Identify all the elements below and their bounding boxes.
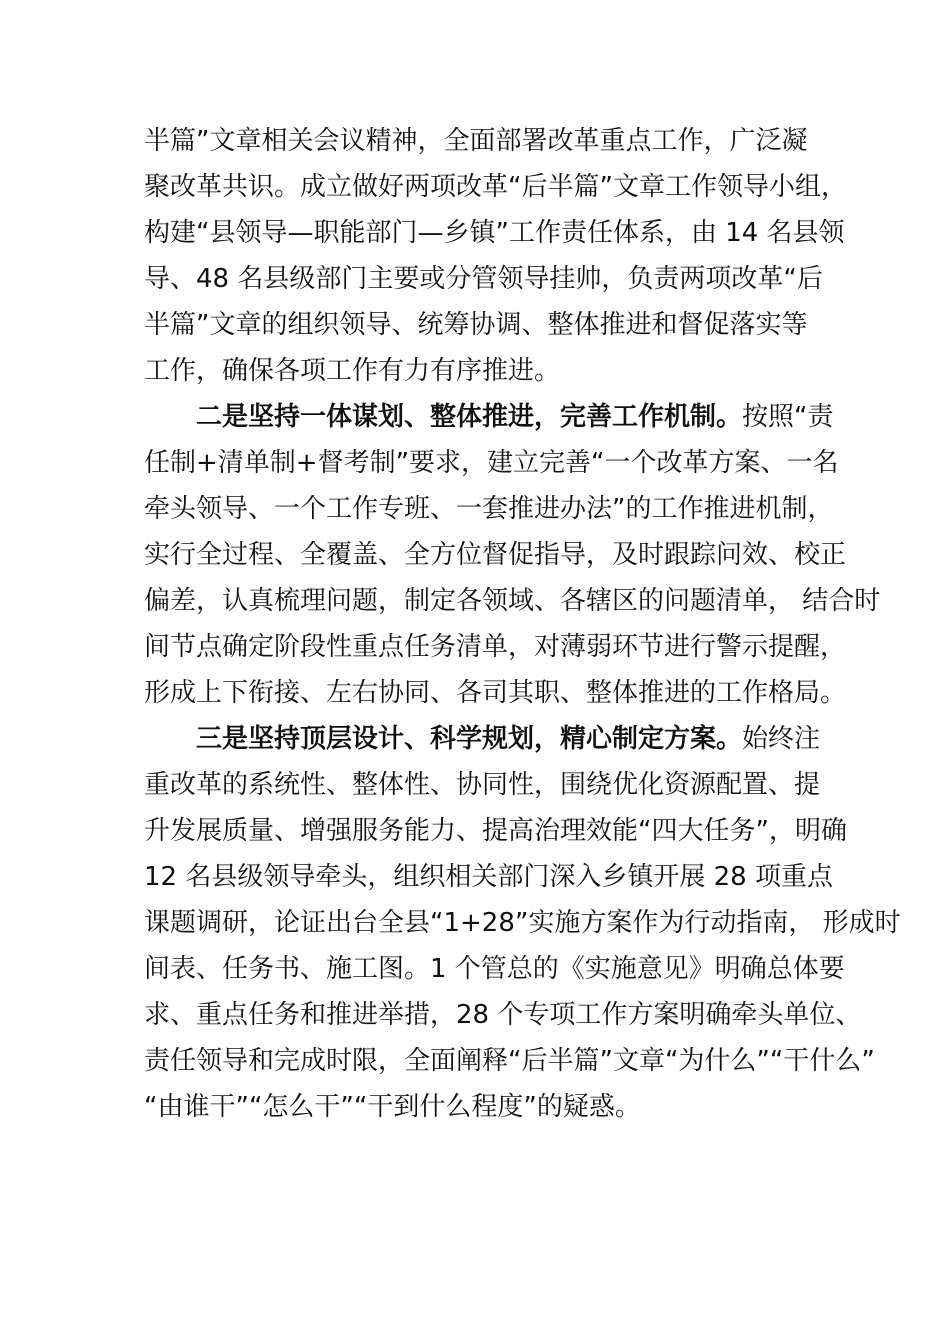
text-line: 半篇”文章的组织领导、统筹协调、整体推进和督促落实等 (144, 310, 808, 340)
paragraph-3-first-line (144, 716, 821, 762)
text-line: 重改革的系统性、整体性、协同性，围绕优化资源配置、提 (144, 770, 821, 800)
text-line: 责任领导和完成时限，全面阐释“后半篇”文章“为什么”“干什么” (144, 1046, 875, 1076)
paragraph-3-lead-rest: 始终注 (742, 724, 821, 754)
text-line: 间表、任务书、施工图。1 个管总的《实施意见》明确总体要 (144, 954, 845, 984)
text-line: 升发展质量、增强服务能力、提高治理效能“四大任务”，明确 (144, 816, 847, 846)
text-line: 聚改革共识。成立做好两项改革“后半篇”文章工作领导小组， (144, 172, 847, 202)
text-line: 求、重点任务和推进举措，28 个专项工作方案明确牵头单位、 (144, 1000, 862, 1030)
paragraph-3 (144, 716, 901, 1130)
text-line: 导、48 名县级部门主要或分管领导挂帅，负责两项改革“后 (144, 264, 823, 294)
text-line: 半篇”文章相关会议精神，全面部署改革重点工作，广泛凝 (144, 126, 808, 156)
text-line: “由谁干”“怎么干”“干到什么程度”的疑惑。 (144, 1092, 641, 1122)
text-line: 实行全过程、全覆盖、全方位督促指导，及时跟踪问效、校正 (144, 540, 847, 570)
paragraph-2-lead: 二是坚持一体谋划、整体推进，完善工作机制。 (196, 402, 743, 432)
text-line: 工作，确保各项工作有力有序推进。 (144, 356, 561, 386)
paragraph-2-lead-rest: 按照“责 (742, 402, 834, 432)
text-line: 12 名县级领导牵头，组织相关部门深入乡镇开展 28 项重点 (144, 862, 833, 892)
text-line: 任制+清单制+督考制”要求，建立完善“一个改革方案、一名 (144, 448, 839, 478)
paragraph-3-lead: 三是坚持顶层设计、科学规划，精心制定方案。 (196, 724, 743, 754)
text-line: 构建“县领导—职能部门—乡镇”工作责任体系，由 14 名县领 (144, 218, 845, 248)
text-line: 课题调研，论证出台全县“1+28”实施方案作为行动指南， 形成时 (144, 908, 901, 938)
paragraph-2-first-line (144, 394, 834, 440)
text-line: 牵头领导、一个工作专班、一套推进办法”的工作推进机制， (144, 494, 834, 524)
text-line: 形成上下衔接、左右协同、各司其职、整体推进的工作格局。 (144, 678, 847, 708)
paragraph-2 (144, 394, 881, 716)
paragraph-1 (144, 118, 847, 394)
document-body (144, 118, 901, 1130)
text-line: 间节点确定阶段性重点任务清单，对薄弱环节进行警示提醒， (144, 632, 847, 662)
text-line: 偏差，认真梳理问题，制定各领域、各辖区的问题清单， 结合时 (144, 586, 881, 616)
